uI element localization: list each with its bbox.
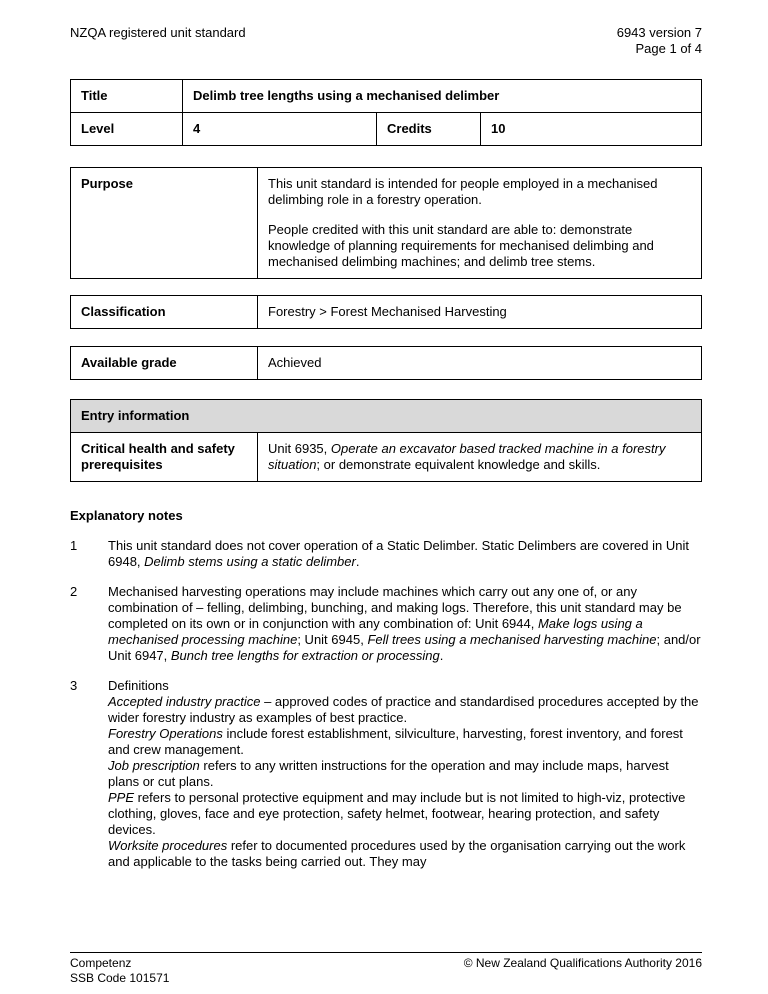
definition-ppe: PPE refers to personal protective equipment and may include but is not limited to high-viz, protective clothing, gloves, face and eye protection, safety helmet, footwear, hearing protection, and safety devices.: [108, 790, 686, 837]
available-grade-label: Available grade: [71, 347, 258, 380]
level-label: Level: [71, 113, 183, 146]
explanatory-notes-heading: Explanatory notes: [70, 508, 183, 523]
page-number-text: Page 1 of 4: [635, 41, 702, 56]
document-header: [70, 25, 702, 57]
purpose-table: [70, 167, 702, 279]
footer-divider: [70, 952, 702, 953]
note-number: 2: [70, 584, 78, 599]
explanatory-note-1: [70, 538, 702, 570]
note-number: 3: [70, 678, 78, 693]
header-left-text: NZQA registered unit standard: [70, 25, 246, 40]
purpose-value: [258, 168, 702, 279]
definition-accepted-industry-practice: Accepted industry practice – approved codes of practice and standardised procedures accepted by the wider forestry industry as examples of best practice.: [108, 694, 699, 725]
footer-copyright: © New Zealand Qualifications Authority 2016: [463, 956, 702, 970]
purpose-paragraph-1: This unit standard is intended for people employed in a mechanised delimbing role in a forestry operation.: [268, 176, 658, 207]
note-paragraph: This unit standard does not cover operation of a Static Delimber. Static Delimbers are covered in Unit 6948, Delimb stems using a static delimber.: [108, 538, 689, 569]
definition-job-prescription: Job prescription refers to any written instructions for the operation and may include maps, harvest plans or cut plans.: [108, 758, 669, 789]
definition-worksite-procedures: Worksite procedures refer to documented procedures used by the organisation carrying out the work and applicable to the tasks being carried out. They may: [108, 838, 686, 869]
note-number: 1: [70, 538, 78, 553]
title-label: Title: [71, 80, 183, 113]
prerequisites-label: Critical health and safety prerequisites: [71, 433, 258, 482]
classification-label: Classification: [71, 296, 258, 329]
title-value: Delimb tree lengths using a mechanised delimber: [183, 80, 702, 113]
purpose-label: Purpose: [71, 168, 258, 279]
title-table: [70, 79, 702, 146]
prerequisites-value: Unit 6935, Operate an excavator based tracked machine in a forestry situation; or demonstrate equivalent knowledge and skills.: [258, 433, 702, 482]
note-paragraph: Mechanised harvesting operations may include machines which carry out any one of, or any combination of – felling, delimbing, bunching, and making logs. Therefore, this unit standard may be completed on its own or in conjunction with any combination of: Unit 6944, Make logs using a mechanised processing machine; Unit 6945, Fell trees using a mechanised harvesting machine; and/or Unit 6947, Bunch tree lengths for extraction or processing.: [108, 584, 701, 663]
credits-value: 10: [481, 113, 702, 146]
version-text: 6943 version 7: [616, 25, 702, 40]
note-body: [108, 678, 702, 870]
definition-forestry-operations: Forestry Operations include forest establishment, silviculture, harvesting, forest inventory, and forest and crew management.: [108, 726, 683, 757]
available-grade-value: Achieved: [258, 347, 702, 380]
explanatory-note-3: [70, 678, 702, 870]
footer-org: Competenz: [70, 956, 132, 970]
note-body: [108, 584, 702, 664]
explanatory-note-2: [70, 584, 702, 664]
footer-left: [70, 956, 169, 986]
available-grade-table: [70, 346, 702, 380]
note-paragraph: Definitions: [108, 678, 169, 693]
entry-information-table: [70, 399, 702, 482]
classification-table: [70, 295, 702, 329]
credits-label: Credits: [377, 113, 481, 146]
classification-value: Forestry > Forest Mechanised Harvesting: [258, 296, 702, 329]
level-value: 4: [183, 113, 377, 146]
footer-ssb-code: SSB Code 101571: [70, 971, 170, 985]
page-footer: [70, 952, 702, 986]
purpose-paragraph-2: People credited with this unit standard are able to: demonstrate knowledge of planning requirements for mechanised delimbing and mechanised delimbing machines; and delimb tree stems.: [268, 222, 654, 269]
header-right: [617, 25, 702, 57]
note-body: [108, 538, 702, 570]
entry-information-header: Entry information: [71, 400, 702, 433]
